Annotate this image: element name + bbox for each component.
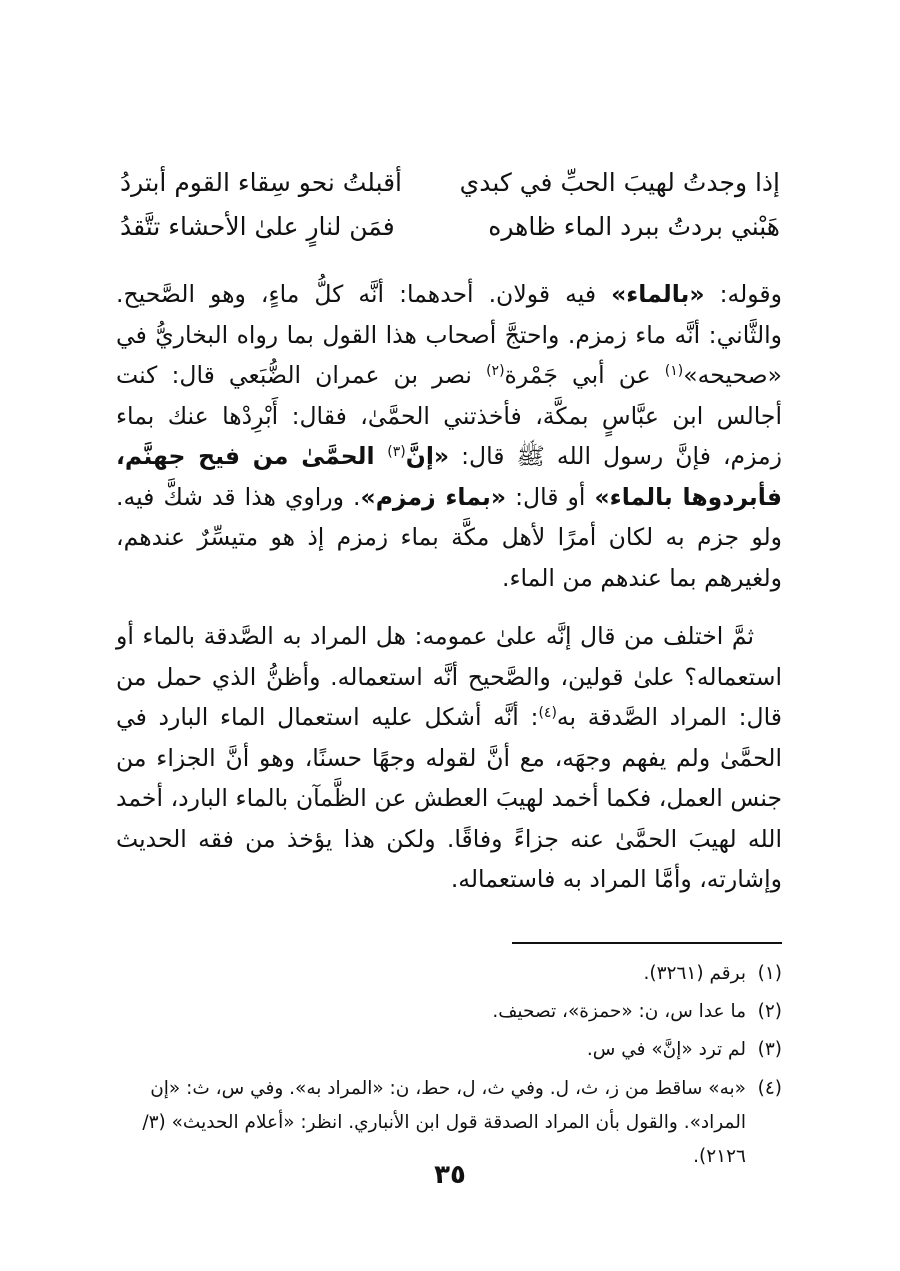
- text-run: . وراوي هذا قد شكَّ فيه. ولو جزم به لكان أمرًا لأهل مكَّة بماء زمزم إذ هو متيسِّرٌ عندهم، ولغيرهم بما عندهم من الماء.: [116, 482, 782, 592]
- footnote-ref[interactable]: (٢): [486, 363, 505, 379]
- footnote-ref[interactable]: (١): [664, 363, 684, 379]
- footnote-ref[interactable]: (٤): [538, 705, 557, 721]
- text-run: ثمَّ اختلف من قال إنَّه علىٰ عمومه: هل المراد به الصَّدقة بالماء أو استعماله؟ علىٰ قولين، والصَّحيح أنَّه استعماله. وأظنُّ الذي حمل من قال: المراد الصَّدقة به: [116, 622, 782, 731]
- main-text: [116, 274, 782, 900]
- poem-verse: [120, 160, 780, 204]
- text-run: نصر بن عمران الضُّبَعي قال: كنت أجالس ابن عبَّاسٍ بمكَّة، فأخذتني الحمَّىٰ، فقال: أَبْرِدْها عنك بماء زمزم، فإنَّ رسول الله ﷺ قال:: [116, 361, 782, 470]
- text-run: أو قال:: [506, 482, 595, 511]
- text-run: فيه قولان. أحدهما: أنَّه كلُّ ماءٍ، وهو الصَّحيح. والثَّاني: أنَّه ماء زمزم. واحتجَّ أصحاب هذا القول بما رواه البخاريُّ في «صحيحه»: [116, 280, 782, 389]
- bold-quote: «بماء زمزم»: [360, 482, 507, 511]
- footnote-number: (٤): [757, 1078, 782, 1099]
- verse-first-hemistich: إذا وجدتُ لهيبَ الحبِّ في كبدي: [459, 167, 780, 197]
- footnote-number: (١): [757, 963, 782, 984]
- paragraph-2: [116, 616, 782, 900]
- bold-quote: الحمَّىٰ من فيح جهنَّم، فأبردوها بالماء»: [116, 442, 782, 511]
- footnote-text: ما عدا س، ن: «حمزة»، تصحيف.: [492, 1001, 746, 1022]
- footnotes: [116, 958, 782, 1180]
- footnote-ref[interactable]: (٣): [387, 444, 406, 460]
- bold-quote: «بالماء»: [611, 280, 705, 308]
- verse-first-hemistich: هَبْني بردتُ ببرد الماء ظاهره: [488, 211, 780, 241]
- poem-block: [120, 160, 780, 248]
- footnote: [116, 1072, 782, 1174]
- footnote: [116, 958, 782, 990]
- verse-second-hemistich: فمَن لنارٍ علىٰ الأحشاء تتَّقدُ: [120, 211, 395, 241]
- footnote-text: لم ترد «إنَّ» في س.: [586, 1039, 746, 1060]
- bold-quote: «إنَّ: [405, 442, 450, 470]
- page-number: ٣٥: [434, 1160, 466, 1190]
- footnote-text: برقم (٣٢٦١).: [643, 963, 746, 984]
- poem-verse: [120, 204, 780, 248]
- footnote-text: «به» ساقط من ز، ث، ل. وفي ث، ل، حط، ن: «المراد به». وفي س، ث: «إن المراد». والقول بأن المراد الصدقة قول ابن الأنباري. انظر: «أعلام الحديث» (٣/ ٢١٢٦).: [142, 1078, 746, 1167]
- verse-second-hemistich: أقبلتُ نحو سِقاء القوم أبتردُ: [120, 167, 403, 197]
- paragraph-1: [116, 274, 782, 598]
- footnote: [116, 996, 782, 1028]
- footnote-number: (٢): [757, 1001, 782, 1022]
- footnote-number: (٣): [757, 1039, 782, 1060]
- footnote: [116, 1034, 782, 1066]
- text-run: عن أبي جَمْرة: [504, 361, 665, 389]
- text-run: : أنَّه أشكل عليه استعمال الماء البارد في الحمَّىٰ ولم يفهم وجهَه، مع أنَّ لقوله وجهًا حسنًا، وهو أنَّ الجزاء من جنس العمل، فكما أخمد لهيبَ العطش عن الظَّمآن بالماء البارد، أخمد الله لهيبَ الحمَّىٰ عنه جزاءً وفاقًا. ولكن هذا يؤخذ من فقه الحديث وإشارته، وأمَّا المراد به فاستعماله.: [116, 703, 782, 893]
- text-run: وقوله:: [704, 280, 782, 308]
- footnote-separator: [512, 942, 782, 944]
